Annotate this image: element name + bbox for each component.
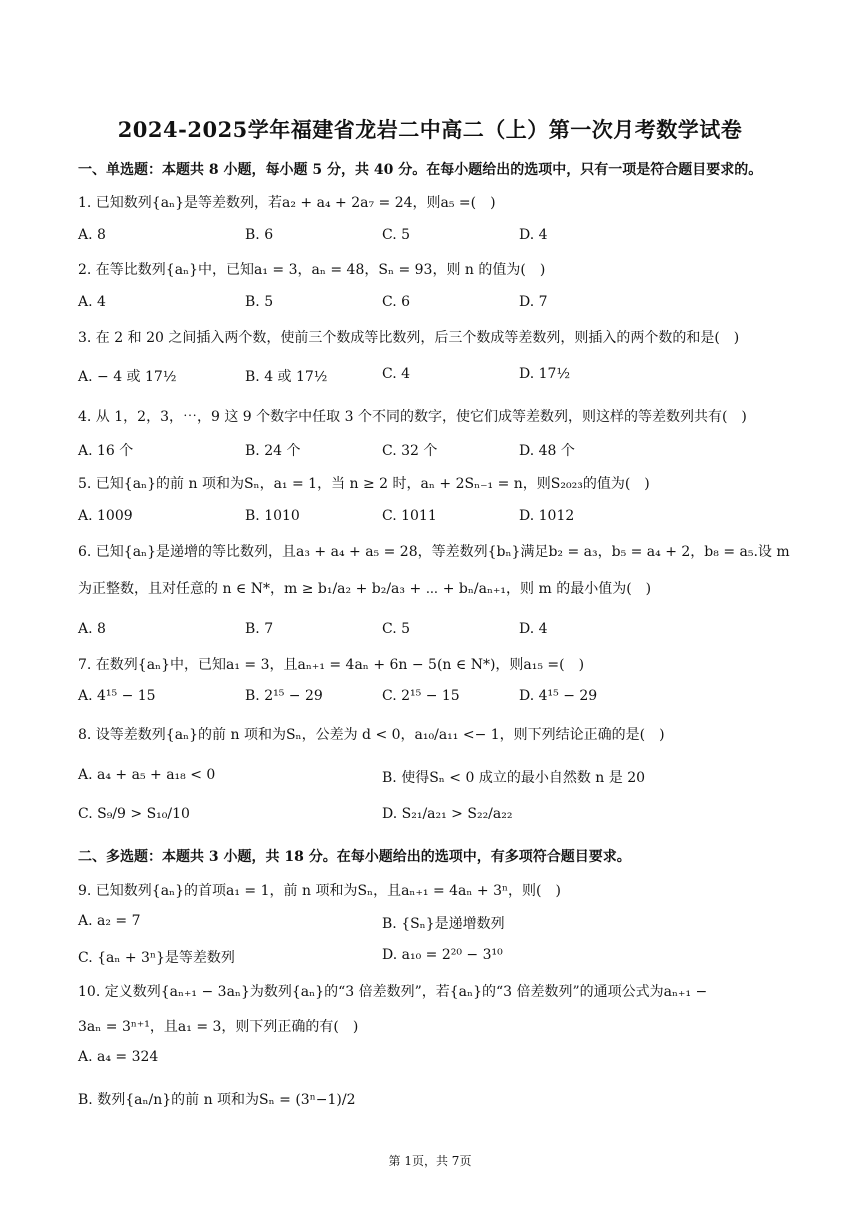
question-3-stem: 3. 在 2 和 20 之间插入两个数，使前三个数成等比数列，后三个数成等差数列，则插入的两个数的和是( ) [78, 330, 740, 346]
q4-option-b: B. 24 个 [245, 443, 301, 459]
q8-option-d: D. S₂₁/a₂₁ > S₂₂/a₂₂ [382, 806, 513, 822]
question-8-stem: 8. 设等差数列{aₙ}的前 n 项和为Sₙ，公差为 d < 0，a₁₀/a₁₁ <− 1，则下列结论正确的是( ) [78, 727, 665, 743]
section-single-choice-heading: 一、单选题：本题共 8 小题，每小题 5 分，共 40 分。在每小题给出的选项中，只有一项是符合题目要求的。 [78, 162, 763, 178]
q8-option-a: A. a₄ + a₅ + a₁₈ < 0 [78, 767, 216, 783]
q3-option-d: D. 17½ [519, 366, 571, 382]
q9-option-d: D. a₁₀ = 2²⁰ − 3¹⁰ [382, 947, 503, 963]
q1-option-d: D. 4 [519, 227, 548, 243]
question-1-stem: 1. 已知数列{aₙ}是等差数列，若a₂ + a₄ + 2a₇ = 24，则a₅ =( ) [78, 195, 496, 211]
q2-option-d: D. 7 [519, 294, 548, 310]
section-multi-choice-heading: 二、多选题：本题共 3 小题，共 18 分。在每小题给出的选项中，有多项符合题目要求。 [78, 849, 631, 865]
q2-option-b: B. 5 [245, 294, 274, 310]
q6-option-a: A. 8 [78, 621, 106, 637]
question-2-stem: 2. 在等比数列{aₙ}中，已知a₁ = 3，aₙ = 48，Sₙ = 93，则 n 的值为( ) [78, 262, 546, 278]
q6-option-b: B. 7 [245, 621, 274, 637]
q9-option-a: A. a₂ = 7 [78, 913, 141, 929]
q5-option-c: C. 1011 [382, 508, 437, 524]
q2-option-a: A. 4 [78, 294, 106, 310]
q5-option-b: B. 1010 [245, 508, 300, 524]
question-6-stem-line-1: 6. 已知{aₙ}是递增的等比数列，且a₃ + a₄ + a₅ = 28，等差数列{bₙ}满足b₂ = a₃，b₅ = a₄ + 2，b₈ = a₅.设 m [78, 544, 790, 560]
question-9-stem: 9. 已知数列{aₙ}的首项a₁ = 1，前 n 项和为Sₙ，且aₙ₊₁ = 4aₙ + 3ⁿ，则( ) [78, 883, 561, 899]
q5-option-a: A. 1009 [78, 508, 133, 524]
q1-option-c: C. 5 [382, 227, 411, 243]
q2-option-c: C. 6 [382, 294, 411, 310]
q7-option-d: D. 4¹⁵ − 29 [519, 688, 598, 704]
q3-option-a: A. − 4 或 17½ [78, 369, 177, 385]
q6-option-d: D. 4 [519, 621, 548, 637]
exam-title: 2024-2025学年福建省龙岩二中高二（上）第一次月考数学试卷 [117, 117, 743, 142]
q5-option-d: D. 1012 [519, 508, 575, 524]
question-5-stem: 5. 已知{aₙ}的前 n 项和为Sₙ，a₁ = 1，当 n ≥ 2 时，aₙ + 2Sₙ₋₁ = n，则S₂₀₂₃的值为( ) [78, 476, 650, 492]
question-7-stem: 7. 在数列{aₙ}中，已知a₁ = 3，且aₙ₊₁ = 4aₙ + 6n − 5(n ∈ N*)，则a₁₅ =( ) [78, 657, 585, 673]
question-4-stem: 4. 从 1，2，3，⋯，9 这 9 个数字中任取 3 个不同的数字，使它们成等差数列，则这样的等差数列共有( ) [78, 409, 747, 425]
q7-option-a: A. 4¹⁵ − 15 [78, 688, 156, 704]
page-footer: 第 1页，共 7页 [388, 1154, 472, 1168]
question-10-stem-line-2: 3aₙ = 3ⁿ⁺¹，且a₁ = 3，则下列正确的有( ) [78, 1019, 359, 1035]
q8-option-b: B. 使得Sₙ < 0 成立的最小自然数 n 是 20 [382, 770, 646, 786]
q10-option-b: B. 数列{aₙ/n}的前 n 项和为Sₙ = (3ⁿ−1)/2 [78, 1092, 356, 1108]
q3-option-c: C. 4 [382, 366, 411, 382]
q4-option-a: A. 16 个 [78, 443, 134, 459]
q3-option-b: B. 4 或 17½ [245, 369, 328, 385]
q7-option-b: B. 2¹⁵ − 29 [245, 688, 323, 704]
q7-option-c: C. 2¹⁵ − 15 [382, 688, 460, 704]
q4-option-d: D. 48 个 [519, 443, 575, 459]
q8-option-c: C. S₉/9 > S₁₀/10 [78, 806, 190, 822]
q1-option-b: B. 6 [245, 227, 274, 243]
q4-option-c: C. 32 个 [382, 443, 438, 459]
question-6-stem-line-2: 为正整数，且对任意的 n ∈ N*，m ≥ b₁/a₂ + b₂/a₃ + ⋯ + bₙ/aₙ₊₁，则 m 的最小值为( ) [78, 581, 652, 597]
q9-option-c: C. {aₙ + 3ⁿ}是等差数列 [78, 950, 235, 966]
question-10-stem-line-1: 10. 定义数列{aₙ₊₁ − 3aₙ}为数列{aₙ}的“3 倍差数列”，若{aₙ}的“3 倍差数列”的通项公式为aₙ₊₁ − [78, 984, 708, 1000]
q9-option-b: B. {Sₙ}是递增数列 [382, 916, 505, 932]
q6-option-c: C. 5 [382, 621, 411, 637]
q10-option-a: A. a₄ = 324 [78, 1049, 159, 1065]
q1-option-a: A. 8 [78, 227, 106, 243]
